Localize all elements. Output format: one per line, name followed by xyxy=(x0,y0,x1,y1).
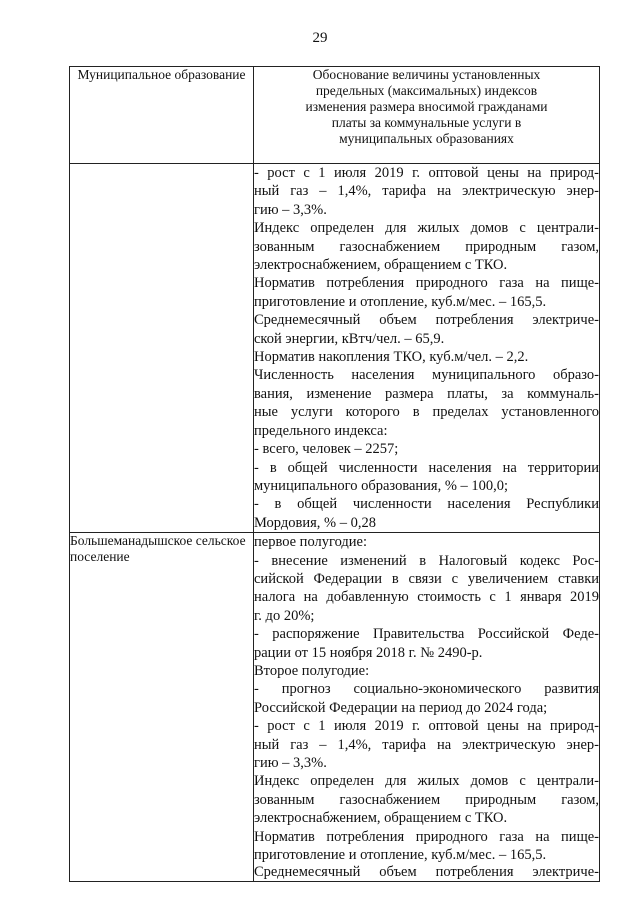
header-municipality: Муниципальное образование xyxy=(70,67,254,164)
text-line: Российской Федерации на период до 2024 года; xyxy=(254,699,548,716)
table-row xyxy=(70,533,600,882)
justification-table xyxy=(69,66,600,882)
text-line: ный газ – 1,4%, тарифа на электрическую энер- xyxy=(254,183,599,200)
text-line: электроснабжением, обращением с ТКО. xyxy=(254,257,508,274)
text-line: - всего, человек – 2257; xyxy=(254,441,399,458)
text-line: - рост с 1 июля 2019 г. оптовой цены на природ- xyxy=(254,165,599,181)
header-line: Обоснование величины установленных xyxy=(312,67,541,82)
text-line: - распоряжение Правительства Российской Феде- xyxy=(254,626,599,643)
header-line: предельных (максимальных) индексов xyxy=(315,83,538,98)
text-line: Второе полугодие: xyxy=(254,662,370,679)
text-line: гию – 3,3%. xyxy=(254,201,327,218)
text-line: рации от 15 ноября 2018 г. № 2490-р. xyxy=(254,644,483,661)
page-number: 29 xyxy=(312,30,328,46)
header-line: муниципальных образованиях xyxy=(339,131,514,146)
text-line: Мордовия, % – 0,28 xyxy=(254,514,376,531)
text-line: ный газ – 1,4%, тарифа на электрическую энер- xyxy=(254,736,599,753)
justification-cell xyxy=(254,533,600,882)
municipality-cell: Большеманадышское сельское поселение xyxy=(70,533,254,882)
header-line: изменения размера вносимой гражданами xyxy=(305,99,548,114)
header-justification xyxy=(254,67,600,164)
text-line: - рост с 1 июля 2019 г. оптовой цены на природ- xyxy=(254,718,599,735)
text-line: Норматив потребления природного газа на пище- xyxy=(254,275,599,292)
text-line: вания, изменение размера платы, за коммуналь- xyxy=(254,385,599,402)
text-line: первое полугодие: xyxy=(254,534,368,551)
text-line: - в общей численности населения на территории xyxy=(254,459,599,476)
text-line: зованным газоснабжением природным газом, xyxy=(254,238,599,255)
text-line: - в общей численности населения Республики xyxy=(254,496,599,513)
text-line: Численность населения муниципального образо- xyxy=(254,367,599,384)
text-line: сийской Федерации в связи с увеличением ставки xyxy=(254,570,599,587)
text-line: Норматив потребления природного газа на пище- xyxy=(254,828,599,845)
text-line: муниципального образования, % – 100,0; xyxy=(254,477,509,494)
text-line: налога на добавленную стоимость с 1 января 2019 xyxy=(254,589,599,606)
text-line: предельного индекса: xyxy=(254,422,388,439)
table-header-row xyxy=(70,67,600,164)
text-line: ные услуги которого в пределах установленного xyxy=(254,404,599,421)
text-line: - внесение изменений в Налоговый кодекс Рос- xyxy=(254,552,599,569)
text-line: электроснабжением, обращением с ТКО. xyxy=(254,810,508,827)
text-line: зованным газоснабжением природным газом, xyxy=(254,791,599,808)
text-line: приготовление и отопление, куб.м/мес. – 165,5. xyxy=(254,847,547,864)
text-line: - прогноз социально-экономического развития xyxy=(254,681,599,698)
text-line: Среднемесячный объем потребления электриче- xyxy=(254,864,599,881)
text-line: г. до 20%; xyxy=(254,607,315,624)
text-line: Среднемесячный объем потребления электриче- xyxy=(254,312,599,329)
justification-cell xyxy=(254,164,600,533)
text-line: Индекс определен для жилых домов с централи- xyxy=(254,773,599,790)
header-line: платы за коммунальные услуги в xyxy=(331,115,522,130)
text-line: гию – 3,3%. xyxy=(254,755,327,771)
text-line: приготовление и отопление, куб.м/мес. – 165,5. xyxy=(254,293,547,310)
text-line: Норматив накопления ТКО, куб.м/чел. – 2,2. xyxy=(254,349,529,366)
municipality-cell xyxy=(70,164,254,533)
text-line: ской энергии, кВтч/чел. – 65,9. xyxy=(254,330,445,347)
text-line: Индекс определен для жилых домов с централи- xyxy=(254,220,599,237)
table-row xyxy=(70,164,600,533)
